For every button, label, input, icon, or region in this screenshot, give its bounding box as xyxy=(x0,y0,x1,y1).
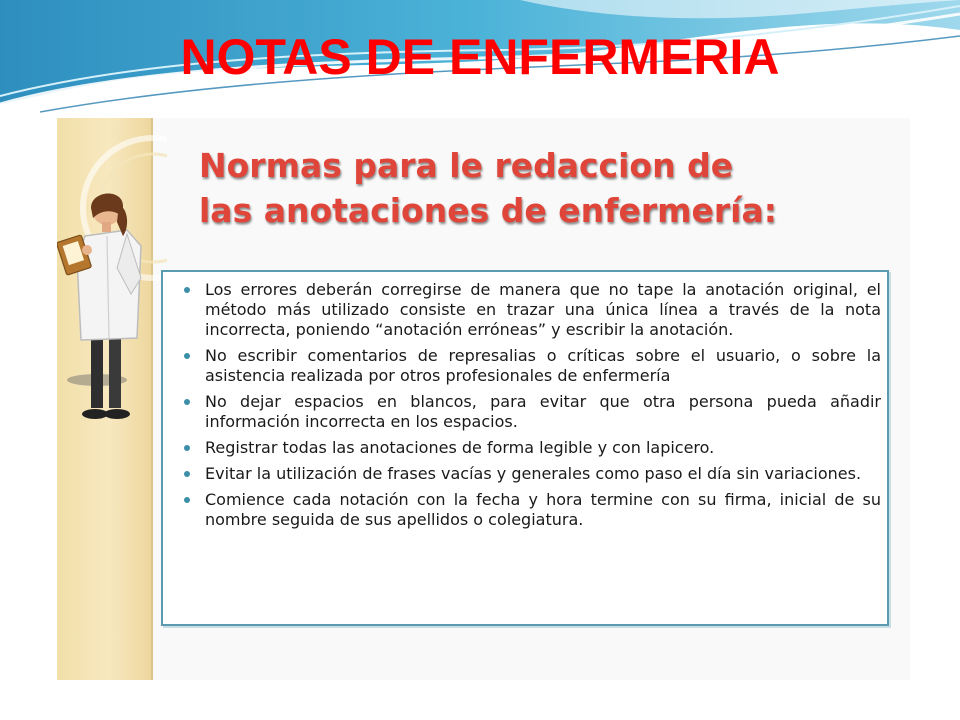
rule-text: Evitar la utilización de frases vacías y generales como paso el día sin variaciones. xyxy=(205,464,862,483)
rule-item xyxy=(181,392,881,432)
subtitle-line-1: Normas para le redaccion de xyxy=(199,146,734,185)
rule-text: Los errores deberán corregirse de manera que no tape la anotación original, el método más utilizado consiste en trazar una única línea a través de la nota incorrecta, poniendo “anotación erróneas” y escribir la anotación. xyxy=(205,280,881,339)
subtitle-line-2: las anotaciones de enfermería: xyxy=(199,191,777,230)
bullet-icon xyxy=(184,399,190,405)
rule-text: No dejar espacios en blancos, para evitar que otra persona pueda añadir información incorrecta en los espacios. xyxy=(205,392,881,431)
slide-title: NOTAS DE ENFERMERIA xyxy=(180,29,780,85)
rule-item xyxy=(181,280,881,340)
rule-item xyxy=(181,346,881,386)
rules-box xyxy=(161,270,889,626)
bullet-icon xyxy=(184,353,190,359)
subtitle-heading xyxy=(199,143,899,233)
bullet-icon xyxy=(184,445,190,451)
rule-item xyxy=(181,464,881,484)
rule-text: No escribir comentarios de represalias o críticas sobre el usuario, o sobre la asistencia realizada por otros profesionales de enfermería xyxy=(205,346,881,385)
bullet-icon xyxy=(184,287,190,293)
content-illustration xyxy=(57,118,910,680)
rule-text: Comience cada notación con la fecha y hora termine con su firma, inicial de su nombre seguida de sus apellidos o colegiatura. xyxy=(205,490,881,529)
rule-item xyxy=(181,490,881,530)
rule-text: Registrar todas las anotaciones de forma legible y con lapicero. xyxy=(205,438,715,457)
bullet-icon xyxy=(184,471,190,477)
rules-list xyxy=(181,280,881,536)
bullet-icon xyxy=(184,497,190,503)
nurse-with-clipboard-icon xyxy=(57,118,167,448)
rule-item xyxy=(181,438,881,458)
